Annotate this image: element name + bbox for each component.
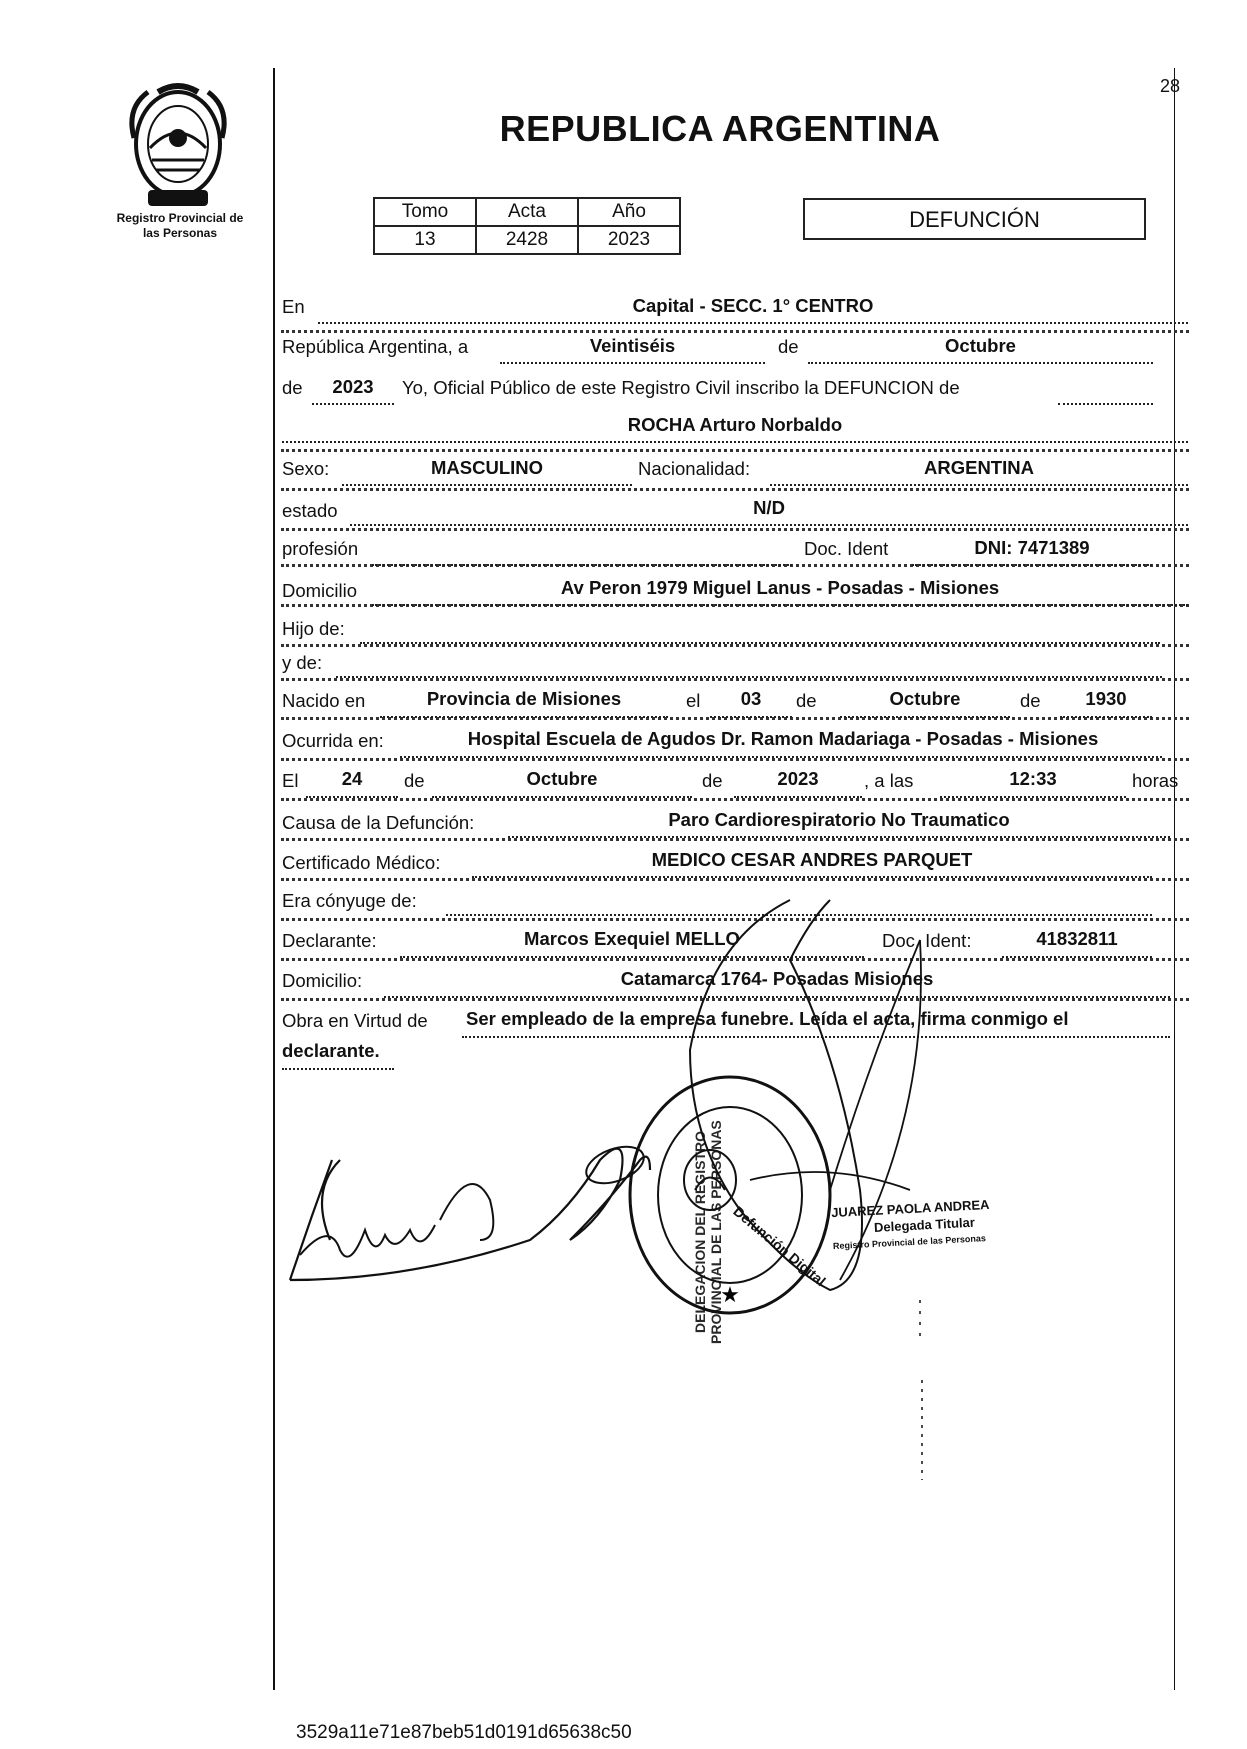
signatory-office: Registro Provincial de las Personas <box>832 1233 987 1252</box>
obra-label: Obra en Virtud de <box>282 1010 428 1031</box>
death-time-value: 12:33 <box>1009 768 1057 789</box>
signatory-stamp <box>831 1196 992 1255</box>
causa-label: Causa de la Defunción: <box>282 812 475 833</box>
doc-underline <box>912 564 1152 566</box>
misiones-province-emblem <box>118 78 238 214</box>
row-separator <box>281 528 1189 531</box>
hijo-underline <box>360 642 1160 644</box>
row-separator <box>281 330 1189 333</box>
birth-year-underline <box>1060 716 1152 718</box>
registry-caption: Registro Provincial de las Personas <box>116 211 244 240</box>
ocurrida-underline <box>400 756 1162 758</box>
row-separator <box>281 838 1189 841</box>
row-separator <box>281 678 1189 681</box>
tomo-header: Tomo <box>374 198 476 226</box>
domicilio-value: Av Peron 1979 Miguel Lanus - Posadas - Misiones <box>560 577 1000 598</box>
acta-value: 2428 <box>476 226 578 254</box>
estado-label: estado <box>282 500 338 521</box>
anio-value: 2023 <box>578 226 680 254</box>
doc-value: DNI: 7471389 <box>974 537 1090 558</box>
page-number: 28 <box>1160 76 1181 96</box>
declarant-address-value: Catamarca 1764- Posadas Misiones <box>620 968 934 989</box>
act-type-box: DEFUNCIÓN <box>803 198 1146 240</box>
row-separator <box>281 798 1189 801</box>
birth-de-label: de <box>796 690 817 711</box>
domicilio-label: Domicilio <box>282 580 358 601</box>
hijo-label: Hijo de: <box>282 618 345 639</box>
death-de-label: de <box>404 770 425 791</box>
certificado-label: Certificado Médico: <box>282 852 441 873</box>
row-separator <box>281 449 1189 452</box>
estado-underline <box>350 524 1188 526</box>
declarante-label: Declarante: <box>282 930 377 951</box>
sexo-value: MASCULINO <box>430 457 544 478</box>
alas-label: , a las <box>864 770 914 791</box>
conyuge-label: Era cónyuge de: <box>282 890 417 911</box>
birth-place-value: Provincia de Misiones <box>426 688 622 709</box>
nacionalidad-label: Nacionalidad: <box>638 458 751 479</box>
signatory-title: Delegada Titular <box>873 1214 976 1235</box>
inscribo-underline <box>1058 403 1153 405</box>
nacido-underline <box>380 716 668 718</box>
nacionalidad-value: ARGENTINA <box>924 457 1034 478</box>
place-value: Capital - SECC. 1° CENTRO <box>632 295 874 316</box>
de-year-label: de <box>282 377 303 398</box>
obra-value-line2: declarante. <box>282 1040 380 1061</box>
death-day-value: 24 <box>341 768 363 789</box>
yde-label: y de: <box>282 652 323 673</box>
row-separator <box>281 644 1189 647</box>
death-de2-label: de <box>702 770 723 791</box>
profesion-label: profesión <box>282 538 359 559</box>
ocurrida-label: Ocurrida en: <box>282 730 384 751</box>
estado-value: N/D <box>753 497 785 518</box>
domicilio-underline <box>372 604 1188 606</box>
signatory-name: JUAREZ PAOLA ANDREA <box>830 1196 990 1221</box>
day-underline <box>500 362 765 364</box>
row-separator <box>281 758 1189 761</box>
birth-month-value: Octubre <box>889 688 961 709</box>
death-time-underline <box>940 796 1126 798</box>
month-underline <box>808 362 1153 364</box>
causa-underline <box>508 836 1170 838</box>
inscribo-text: Yo, Oficial Público de este Registro Civil inscribo la DEFUNCION de <box>402 377 960 398</box>
document-title: REPUBLICA ARGENTINA <box>499 108 941 149</box>
document-hash: 3529a11e71e87beb51d0191d65638c50 <box>296 1722 632 1743</box>
obra-value-line1: Ser empleado de la empresa funebre. Leída el acta, firma conmigo el <box>466 1008 1069 1029</box>
name-underline <box>282 441 1188 443</box>
certificate-value: MEDICO CESAR ANDRES PARQUET <box>651 849 973 870</box>
decl-doc-label: Doc. Ident: <box>882 930 972 951</box>
yde-underline <box>336 676 1162 678</box>
en-label: En <box>282 296 305 317</box>
nacido-label: Nacido en <box>282 690 366 711</box>
official-stamp-ring-text: DELEGACION DEL REGISTRO PROVINCIAL DE LAS PERSONAS <box>692 1120 724 1344</box>
anio-header: Año <box>578 198 680 226</box>
republica-label: República Argentina, a <box>282 336 469 357</box>
profesion-underline <box>372 564 792 566</box>
death-year-value: 2023 <box>777 768 819 789</box>
horas-label: horas <box>1132 770 1179 791</box>
El-label: El <box>282 770 299 791</box>
acta-header: Acta <box>476 198 578 226</box>
birth-de2-label: de <box>1020 690 1041 711</box>
death-month-value: Octubre <box>526 768 598 789</box>
cause-value: Paro Cardiorespiratorio No Traumatico <box>668 809 1010 830</box>
year-value: 2023 <box>332 376 374 397</box>
en-underline <box>318 322 1188 324</box>
record-table <box>373 197 681 255</box>
birth-year-value: 1930 <box>1085 688 1127 709</box>
nacionalidad-underline <box>770 484 1188 486</box>
el-label: el <box>686 690 701 711</box>
day-value: Veintiséis <box>589 335 676 356</box>
year-underline <box>312 403 394 405</box>
birth-month-underline <box>840 716 1010 718</box>
death-day-underline <box>306 796 398 798</box>
row-separator <box>281 488 1189 491</box>
deceased-name: ROCHA Arturo Norbaldo <box>627 414 843 435</box>
de-label: de <box>778 336 799 357</box>
official-stamp-sub: Defunción Digital <box>730 1202 829 1290</box>
svg-text:★: ★ <box>720 1283 740 1308</box>
death-year-underline <box>734 796 862 798</box>
declarant-doc-value: 41832811 <box>1036 928 1118 949</box>
birth-day-underline <box>710 716 792 718</box>
decl-domicilio-label: Domicilio: <box>282 970 363 991</box>
sexo-underline <box>342 484 632 486</box>
tomo-value: 13 <box>374 226 476 254</box>
death-month-underline <box>432 796 692 798</box>
death-place-value: Hospital Escuela de Agudos Dr. Ramon Madariaga - Posadas - Misiones <box>467 728 1099 749</box>
declarant-name-value: Marcos Exequiel MELLO <box>524 928 740 949</box>
month-value: Octubre <box>945 335 1016 356</box>
birth-day-value: 03 <box>740 688 762 709</box>
sexo-label: Sexo: <box>282 458 330 479</box>
doc-label: Doc. Ident <box>804 538 889 559</box>
